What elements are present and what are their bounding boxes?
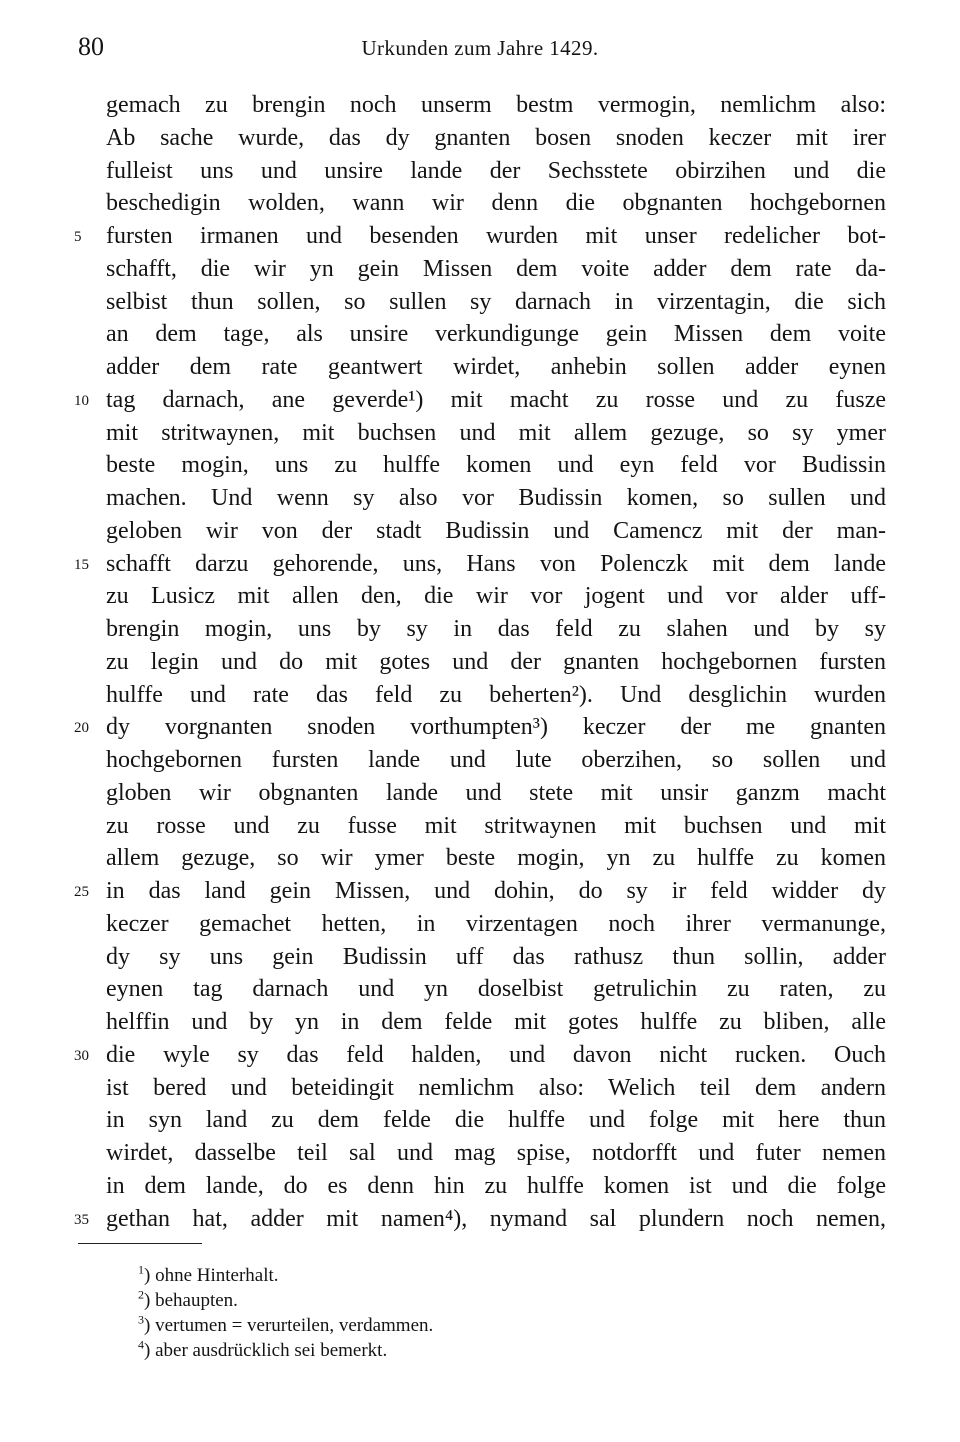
text-line xyxy=(74,1039,886,1072)
text-line xyxy=(106,810,886,843)
footnote-text: behaupten. xyxy=(155,1290,238,1311)
line-text: gemach zu brengin noch unserm bestm vermogin, nemlichm also: xyxy=(106,92,886,118)
text-line xyxy=(106,973,886,1006)
text-line xyxy=(106,941,886,974)
line-text: zu legin und do mit gotes und der gnanten hochgebornen fursten xyxy=(106,648,886,675)
text-line xyxy=(106,777,886,810)
text-line xyxy=(106,842,886,875)
text-line xyxy=(106,679,886,712)
text-line xyxy=(74,548,886,581)
line-text: in dem lande, do es denn hin zu hulffe komen ist und die folge xyxy=(106,1172,886,1199)
line-text: fursten irmanen und besenden wurden mit unser redelicher bot- xyxy=(106,223,886,249)
line-text: in syn land zu dem felde die hulffe und folge mit here thun xyxy=(106,1107,886,1134)
running-head: Urkunden zum Jahre 1429. xyxy=(361,36,599,60)
line-text: dy vorgnanten snoden vorthumpten³) keczer der me gnanten xyxy=(106,714,886,741)
line-number: 10 xyxy=(74,392,89,409)
line-text: die wyle sy das feld halden, und davon nicht rucken. Ouch xyxy=(106,1041,886,1068)
text-line xyxy=(74,875,886,908)
text-line xyxy=(106,1104,886,1137)
line-text: mit stritwaynen, mit buchsen und mit allem gezuge, so sy ymer xyxy=(106,419,886,446)
line-number: 30 xyxy=(74,1047,89,1064)
line-text: selbist thun sollen, so sullen sy darnach in virzentagin, die sich xyxy=(106,288,886,315)
text-line xyxy=(106,1006,886,1039)
text-line xyxy=(106,1137,886,1170)
text-line xyxy=(74,711,886,744)
line-text: wirdet, dasselbe teil sal und mag spise, notdorfft und futer nemen xyxy=(106,1140,886,1166)
text-line xyxy=(74,1203,886,1236)
footnote: $^3$) vertumen = verurteilen, verdammen. xyxy=(138,1312,434,1336)
line-text: keczer gemachet hetten, in virzentagen noch ihrer vermanunge, xyxy=(106,910,886,937)
line-text: beschedigin wolden, wann wir denn die obgnanten hochgebornen xyxy=(106,190,886,217)
line-text: tag darnach, ane geverde¹) mit macht zu rosse und zu fusze xyxy=(106,386,886,413)
text-line xyxy=(106,580,886,613)
footnote-marker: 4 xyxy=(138,1337,144,1352)
line-text: gethan hat, adder mit namen⁴), nymand sal plundern noch nemen, xyxy=(106,1205,886,1232)
footnote-marker: 1 xyxy=(138,1262,144,1277)
footnote-rule xyxy=(78,1243,202,1244)
text-line xyxy=(106,253,886,286)
line-text: brengin mogin, uns by sy in das feld zu slahen und by sy xyxy=(106,616,886,642)
text-line xyxy=(106,155,886,188)
text-line xyxy=(106,122,886,155)
line-text: fulleist uns und unsire lande der Sechsstete obirzihen und die xyxy=(106,157,886,184)
text-line xyxy=(74,384,886,417)
line-text: hulffe und rate das feld zu beherten²). Und desglichin wurden xyxy=(106,681,886,708)
text-line xyxy=(106,908,886,941)
line-number: 20 xyxy=(74,720,89,737)
text-line xyxy=(106,351,886,384)
text-line xyxy=(106,482,886,515)
text-line xyxy=(106,1072,886,1105)
text-line xyxy=(106,187,886,220)
footnote-text: vertumen = verurteilen, verdammen. xyxy=(155,1315,434,1336)
line-text: hochgebornen fursten lande und lute oberzihen, so sollen und xyxy=(106,747,886,773)
line-number: 25 xyxy=(74,884,89,900)
text-line xyxy=(106,89,886,122)
footnote-text: ohne Hinterhalt. xyxy=(155,1265,279,1286)
text-line xyxy=(74,220,886,253)
text-line xyxy=(106,744,886,777)
line-text: globen wir obgnanten lande und stete mit unsir ganzm macht xyxy=(106,779,886,806)
line-text: zu rosse und zu fusse mit stritwaynen mit buchsen und mit xyxy=(106,812,886,839)
line-text: dy sy uns gein Budissin uff das rathusz thun sollin, adder xyxy=(106,943,886,970)
line-text: schafft darzu gehorende, uns, Hans von Polenczk mit dem lande xyxy=(106,550,886,577)
line-text: schafft, die wir yn gein Missen dem voite adder dem rate da- xyxy=(106,255,886,282)
text-line xyxy=(106,1170,886,1203)
text-line xyxy=(106,613,886,646)
line-text: in das land gein Missen, und dohin, do sy ir feld widder dy xyxy=(106,878,886,904)
line-text: adder dem rate geantwert wirdet, anhebin sollen adder eynen xyxy=(106,354,886,380)
line-text: helffin und by yn in dem felde mit gotes hulffe zu bliben, alle xyxy=(106,1009,886,1035)
page-number: 80 xyxy=(78,32,104,61)
line-text: an dem tage, als unsire verkundigunge gein Missen dem voite xyxy=(106,321,886,348)
footnote: $^2$) behaupten. xyxy=(138,1287,238,1311)
line-number: 35 xyxy=(74,1211,89,1228)
text-line xyxy=(106,318,886,351)
text-line xyxy=(106,646,886,679)
footnote-marker: 2 xyxy=(138,1287,144,1302)
line-text: machen. Und wenn sy also vor Budissin komen, so sullen und xyxy=(106,485,886,511)
line-text: zu Lusicz mit allen den, die wir vor jogent und vor alder uff- xyxy=(106,583,886,610)
text-line xyxy=(106,449,886,482)
footnote: $^4$) aber ausdrücklich sei bemerkt. xyxy=(138,1337,388,1361)
footnote-text: aber ausdrücklich sei bemerkt. xyxy=(155,1340,388,1361)
footnotes xyxy=(138,1263,433,1363)
line-text: eynen tag darnach und yn doselbist getrulichin zu raten, zu xyxy=(106,976,886,1003)
body-text xyxy=(74,89,886,1235)
line-text: Ab sache wurde, das dy gnanten bosen snoden keczer mit irer xyxy=(106,124,886,151)
line-text: geloben wir von der stadt Budissin und Camencz mit der man- xyxy=(106,517,886,544)
text-line xyxy=(106,417,886,450)
line-number: 15 xyxy=(74,556,89,573)
line-text: allem gezuge, so wir ymer beste mogin, yn zu hulffe zu komen xyxy=(106,845,886,872)
line-number: 5 xyxy=(74,229,82,245)
line-text: beste mogin, uns zu hulffe komen und eyn feld vor Budissin xyxy=(106,452,886,479)
line-text: ist bered und beteidingit nemlichm also: Welich teil dem andern xyxy=(106,1074,886,1101)
footnote-marker: 3 xyxy=(138,1312,144,1327)
text-line xyxy=(106,515,886,548)
text-line xyxy=(106,286,886,319)
footnote: $^1$) ohne Hinterhalt. xyxy=(138,1262,279,1286)
